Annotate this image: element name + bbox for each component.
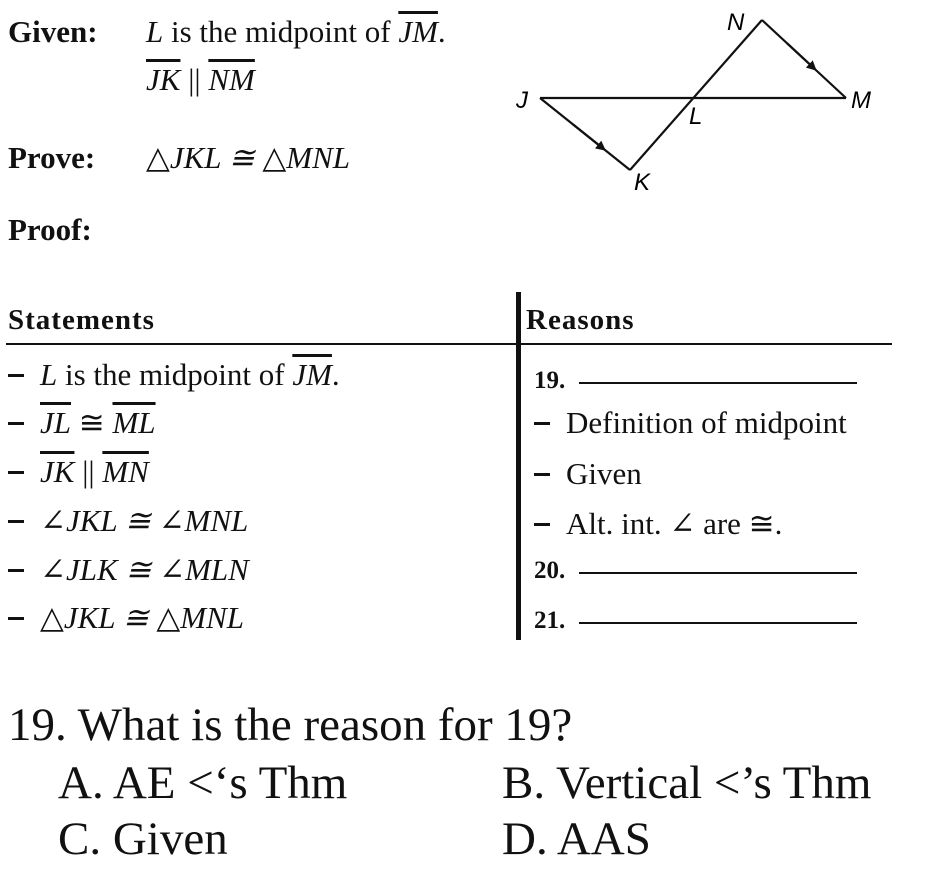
reason-row-6: 21. xyxy=(534,600,857,636)
segment-kn xyxy=(630,20,762,170)
table-column-divider xyxy=(516,292,521,640)
point-label-j: J xyxy=(516,87,528,114)
statements-header: Statements xyxy=(8,304,155,336)
statement-row-5: ∠JLK ≅ ∠MLN xyxy=(8,552,249,588)
option-c[interactable]: C. Given xyxy=(58,813,228,865)
reason-row-4: Alt. int. ∠ are ≅. xyxy=(534,506,782,542)
statement-row-1: L is the midpoint of $\overline{JM}$. xyxy=(8,357,340,393)
given-line-1: L is the midpoint of $\overline{JM}$. xyxy=(146,14,446,49)
point-label-n: N xyxy=(727,9,745,36)
reason-row-2: Definition of midpoint xyxy=(534,405,847,441)
reasons-header: Reasons xyxy=(526,304,635,336)
point-label-m: M xyxy=(851,87,871,114)
statement-row-2: $\overline{JL}$ ≅ $\overline{ML}$ xyxy=(8,405,156,441)
parallel-arrow-nm xyxy=(787,43,813,67)
point-label-l: L xyxy=(689,103,703,130)
reason-row-3: Given xyxy=(534,456,642,492)
statement-row-6: △JKL ≅ △MNL xyxy=(8,600,244,636)
statement-row-3: $\overline{JK}$ || $\overline{MN}$ xyxy=(8,454,149,490)
option-d[interactable]: D. AAS xyxy=(502,813,651,865)
parallel-arrow-jk xyxy=(573,124,602,147)
point-label-k: K xyxy=(634,169,651,196)
statement-row-4: ∠JKL ≅ ∠MNL xyxy=(8,503,248,539)
option-a[interactable]: A. AE <‘s Thm xyxy=(58,757,348,809)
question-text: 19. What is the reason for 19? xyxy=(8,699,573,751)
option-b[interactable]: B. Vertical <’s Thm xyxy=(502,757,872,809)
proof-label: Proof: xyxy=(8,212,92,247)
prove-statement: △JKL ≅ △MNL xyxy=(146,140,351,175)
reason-row-1: 19. xyxy=(534,360,857,396)
geometry-figure xyxy=(510,0,910,200)
given-label: Given: xyxy=(8,14,98,49)
answer-blank-19[interactable] xyxy=(579,381,857,384)
prove-label: Prove: xyxy=(8,140,96,175)
given-line-2: $\overline{JK}$ || $\overline{NM}$ xyxy=(146,62,255,97)
reason-row-5: 20. xyxy=(534,550,857,586)
answer-blank-21[interactable] xyxy=(579,621,857,624)
table-header-divider xyxy=(6,343,892,345)
answer-blank-20[interactable] xyxy=(579,571,857,574)
